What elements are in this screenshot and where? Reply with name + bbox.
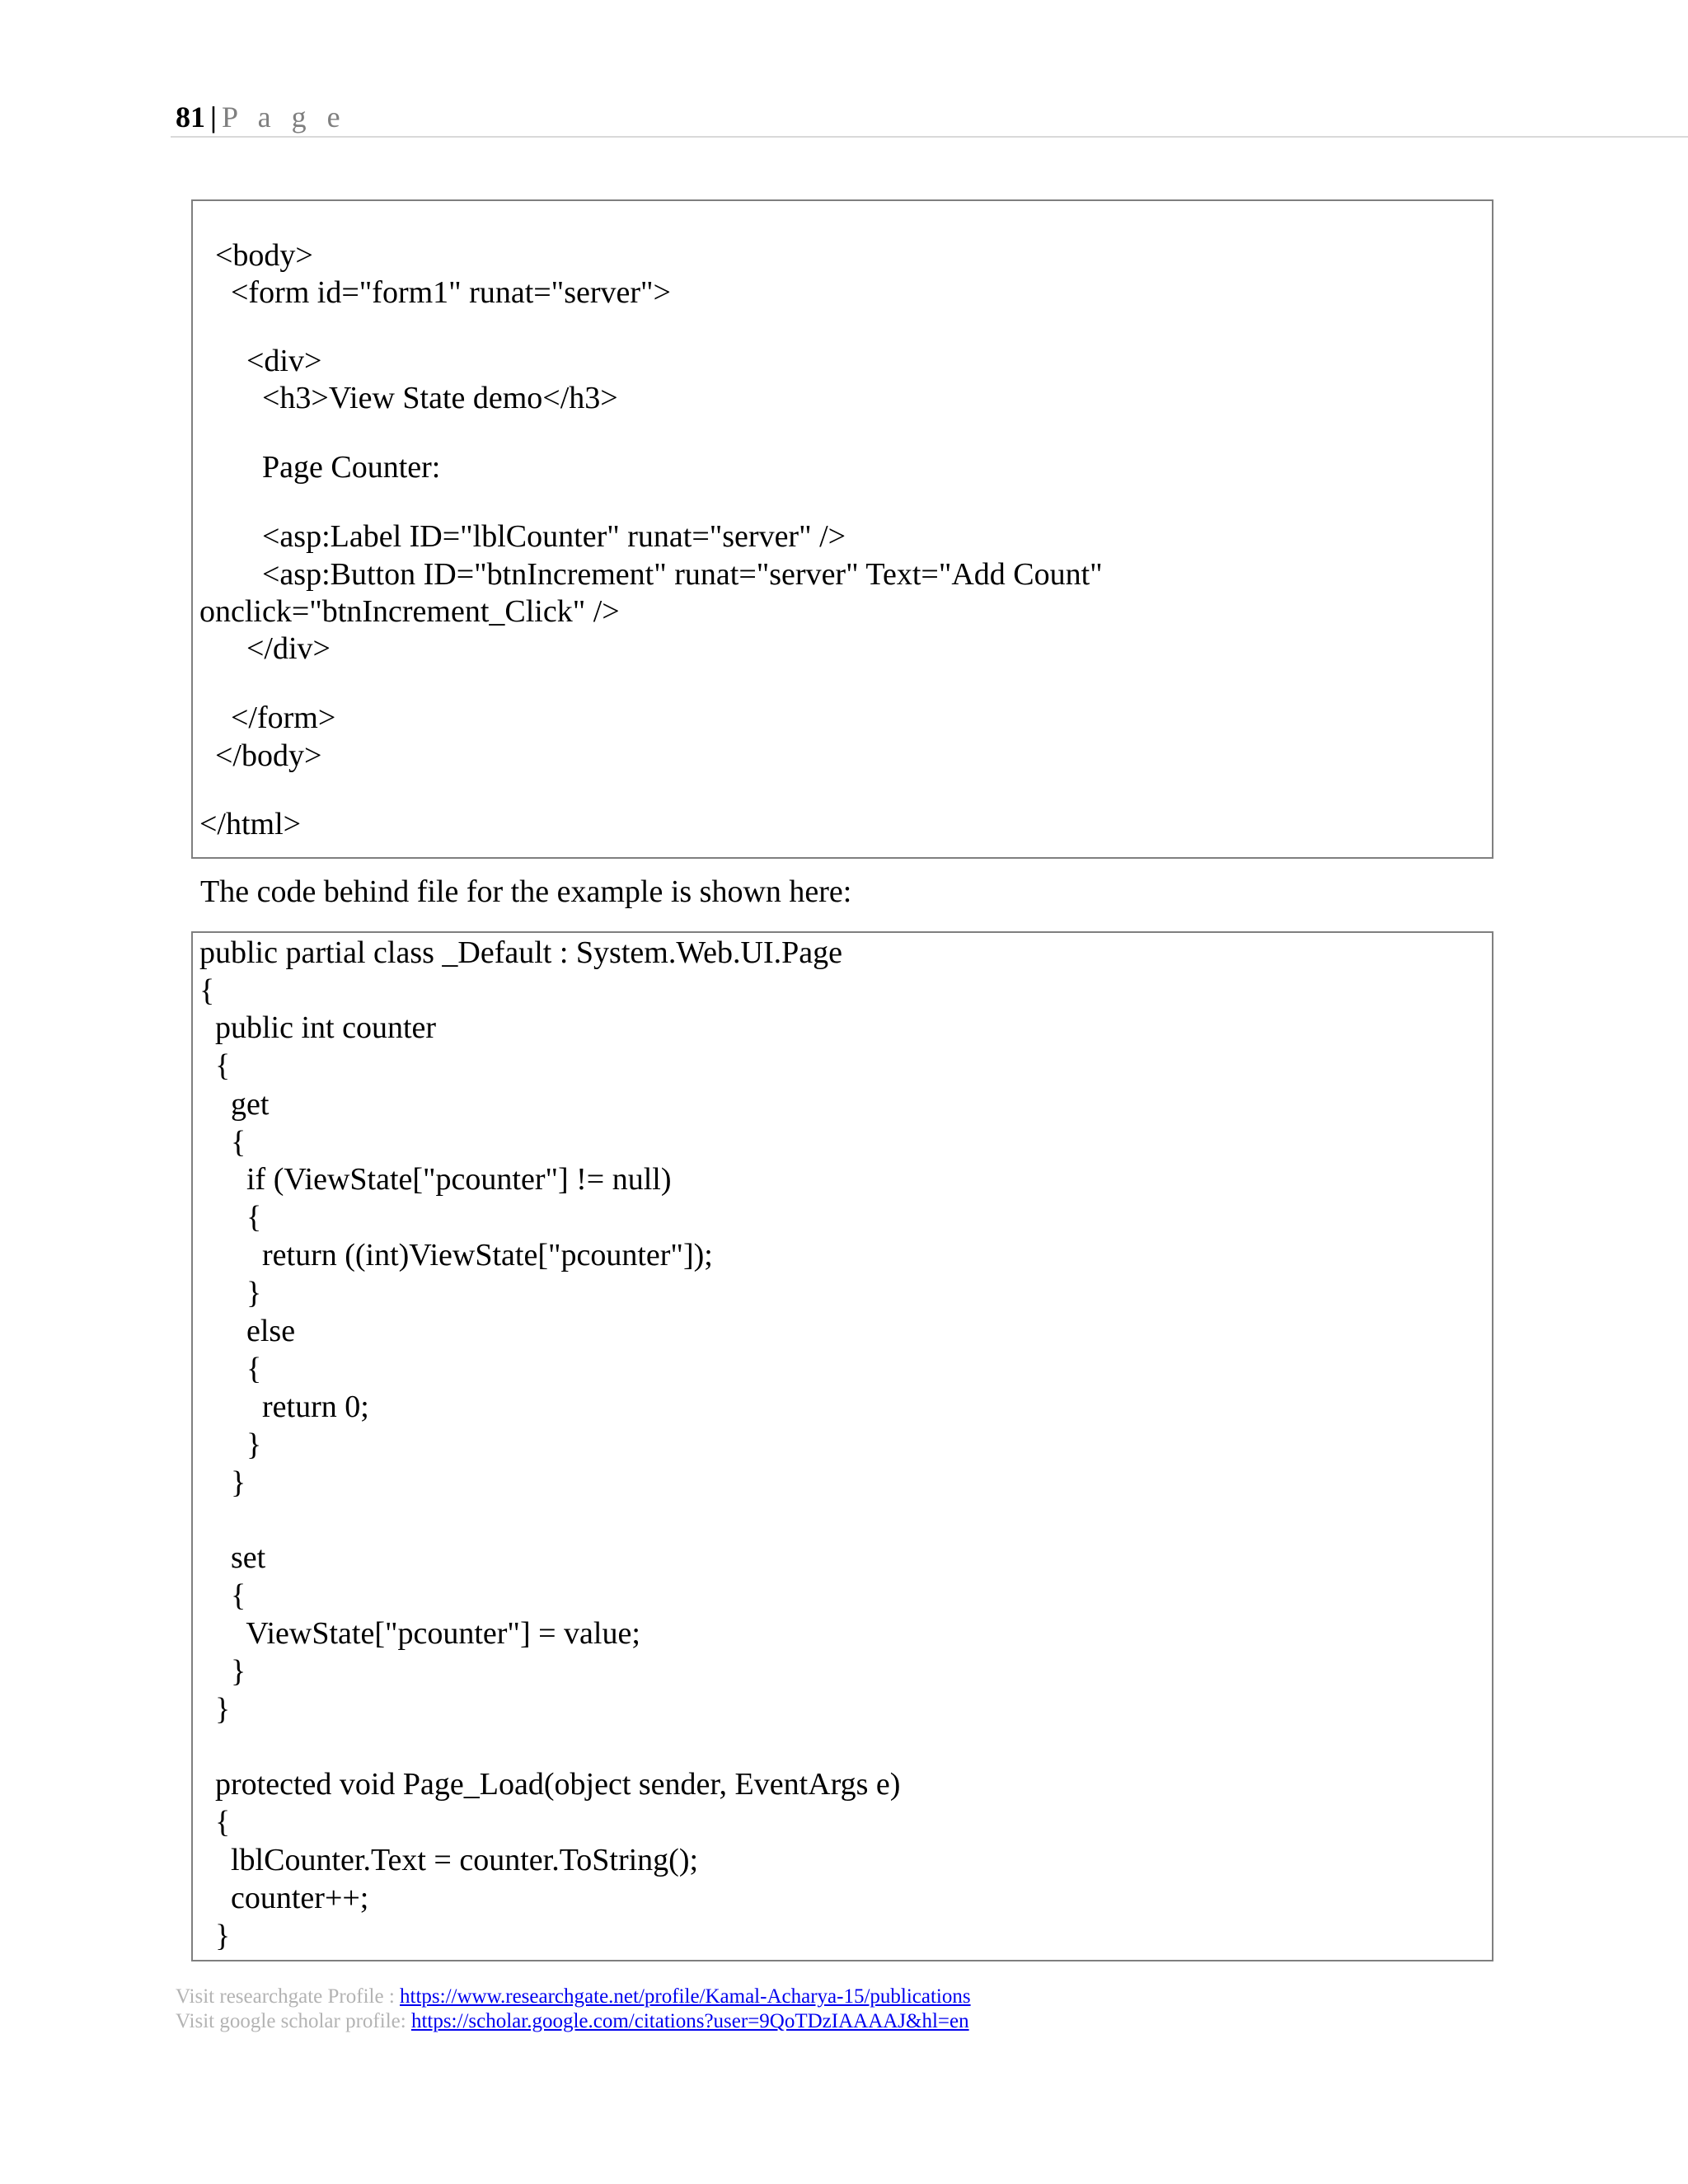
header-rule bbox=[171, 136, 1688, 138]
code-line: } bbox=[199, 1654, 246, 1689]
code-line: } bbox=[199, 1465, 246, 1500]
code-line: lblCounter.Text = counter.ToString(); bbox=[199, 1843, 699, 1877]
code-line: </form> bbox=[199, 701, 336, 735]
code-line: Page Counter: bbox=[199, 450, 441, 485]
page-header bbox=[176, 97, 347, 137]
code-line: ViewState["pcounter"] = value; bbox=[199, 1616, 640, 1651]
page-separator: | bbox=[210, 101, 217, 134]
code-line: </html> bbox=[199, 807, 302, 841]
code-line: { bbox=[199, 1352, 262, 1386]
code-line: return 0; bbox=[199, 1390, 369, 1424]
code-line: set bbox=[199, 1540, 266, 1575]
code-line: public partial class _Default : System.Web.UI.Page bbox=[199, 935, 842, 970]
code-line: { bbox=[199, 1048, 231, 1083]
code-line: { bbox=[199, 973, 215, 1008]
code-line: </body> bbox=[199, 738, 322, 773]
html-code-block bbox=[191, 199, 1493, 859]
page-number: 81 bbox=[176, 101, 205, 134]
researchgate-label: Visit researchgate Profile : bbox=[176, 1985, 401, 2008]
code-line: protected void Page_Load(object sender, EventArgs e) bbox=[199, 1767, 901, 1802]
scholar-label: Visit google scholar profile: bbox=[176, 2010, 411, 2032]
footer-researchgate bbox=[176, 1985, 971, 2009]
code-line: <form id="form1" runat="server"> bbox=[199, 275, 671, 310]
code-line: public int counter bbox=[199, 1010, 437, 1045]
code-line: <asp:Label ID="lblCounter" runat="server" /> bbox=[199, 519, 846, 554]
code-line: get bbox=[199, 1087, 270, 1122]
code-line: } bbox=[199, 1276, 262, 1310]
researchgate-link[interactable]: https://www.researchgate.net/profile/Kamal-Acharya-15/publications bbox=[400, 1985, 971, 2008]
code-line: <h3>View State demo</h3> bbox=[199, 381, 618, 415]
code-line: <asp:Button ID="btnIncrement" runat="server" Text="Add Count" bbox=[199, 557, 1103, 592]
code-line: </div> bbox=[199, 631, 331, 666]
code-line: { bbox=[199, 1200, 262, 1235]
code-line: <body> bbox=[199, 238, 313, 273]
code-line: counter++; bbox=[199, 1881, 369, 1915]
code-line: } bbox=[199, 1427, 262, 1462]
page-word: P a g e bbox=[221, 101, 347, 134]
code-line: } bbox=[199, 1919, 231, 1953]
code-line: { bbox=[199, 1125, 246, 1160]
code-behind-caption: The code behind file for the example is shown here: bbox=[200, 874, 852, 909]
code-line: else bbox=[199, 1314, 296, 1348]
scholar-link[interactable]: https://scholar.google.com/citations?user=9QoTDzIAAAAJ&hl=en bbox=[410, 2010, 969, 2032]
code-line: { bbox=[199, 1805, 231, 1840]
code-line: { bbox=[199, 1578, 246, 1613]
footer-scholar bbox=[176, 2009, 969, 2034]
csharp-code-block bbox=[191, 931, 1493, 1961]
code-line: } bbox=[199, 1692, 231, 1727]
code-line: return ((int)ViewState["pcounter"]); bbox=[199, 1238, 713, 1272]
code-line: onclick="btnIncrement_Click" /> bbox=[199, 594, 620, 629]
code-line: <div> bbox=[199, 344, 322, 378]
code-line: if (ViewState["pcounter"] != null) bbox=[199, 1162, 672, 1197]
